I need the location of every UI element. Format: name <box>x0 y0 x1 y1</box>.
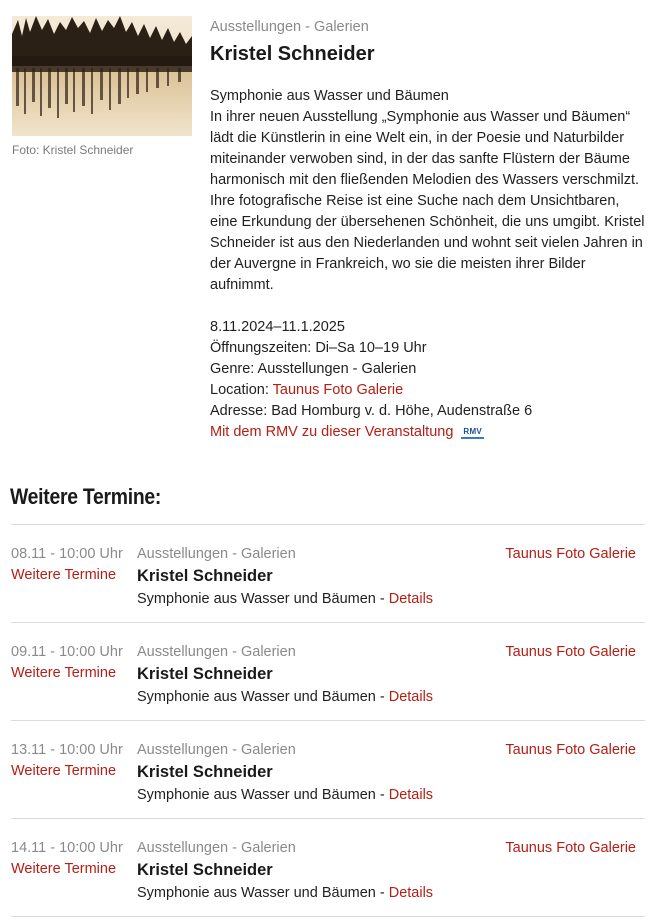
term-datetime: 14.11 - 10:00 Uhr <box>11 840 123 856</box>
term-subtitle-text: Symphonie aus Wasser und Bäumen - <box>137 591 389 607</box>
photo-caption: Foto: Kristel Schneider <box>12 143 134 157</box>
list-item <box>11 525 645 623</box>
more-dates-link[interactable]: Weitere Termine <box>11 567 117 583</box>
term-location-link[interactable]: Taunus Foto Galerie <box>505 644 636 660</box>
more-dates-link[interactable]: Weitere Termine <box>11 665 117 681</box>
more-dates-list <box>11 524 645 917</box>
more-dates-link[interactable]: Weitere Termine <box>11 861 117 877</box>
location-label: Location: <box>210 382 273 398</box>
term-datetime: 13.11 - 10:00 Uhr <box>11 742 123 758</box>
term-subtitle-text: Symphonie aus Wasser und Bäumen - <box>137 689 389 705</box>
term-title[interactable]: Kristel Schneider <box>137 567 273 585</box>
rmv-row <box>210 422 650 443</box>
details-link[interactable]: Details <box>388 787 434 803</box>
rmv-logo-icon[interactable]: RMV <box>461 426 484 439</box>
event-photo-block <box>12 16 192 157</box>
more-dates-heading: Weitere Termine: <box>10 484 162 509</box>
term-location-link[interactable]: Taunus Foto Galerie <box>505 546 636 562</box>
term-title[interactable]: Kristel Schneider <box>137 763 273 781</box>
event-photo[interactable] <box>12 16 192 136</box>
term-subtitle-text: Symphonie aus Wasser und Bäumen - <box>137 885 389 901</box>
event-subtitle: Symphonie aus Wasser und Bäumen <box>210 88 449 104</box>
term-subtitle <box>137 787 433 803</box>
event-address: Adresse: Bad Homburg v. d. Höhe, Audenstraße 6 <box>210 403 533 419</box>
term-category: Ausstellungen - Galerien <box>137 840 296 856</box>
term-datetime: 08.11 - 10:00 Uhr <box>11 546 123 562</box>
term-subtitle <box>137 885 433 901</box>
term-subtitle-text: Symphonie aus Wasser und Bäumen - <box>137 787 389 803</box>
term-subtitle <box>137 689 433 705</box>
details-link[interactable]: Details <box>388 885 434 901</box>
term-category: Ausstellungen - Galerien <box>137 644 296 660</box>
event-info <box>210 17 650 443</box>
term-title[interactable]: Kristel Schneider <box>137 665 273 683</box>
location-link[interactable]: Taunus Foto Galerie <box>272 382 404 398</box>
event-hours: Öffnungszeiten: Di–Sa 10–19 Uhr <box>210 340 427 356</box>
event-location <box>210 380 650 401</box>
event-description-block <box>210 86 650 296</box>
event-category: Ausstellungen - Galerien <box>210 19 369 35</box>
term-subtitle <box>137 591 433 607</box>
details-link[interactable]: Details <box>388 591 434 607</box>
event-description: In ihrer neuen Ausstellung „Symphonie aus Wasser und Bäumen“ lädt die Künstlerin in eine Welt ein, in der Poesie und Naturbilder miteinander verwoben sind, in der das sanfte Flüstern der Bäume harmonisch mit den fließenden Melodien des Wassers verschmilzt. Ihre fotografische Reise ist eine Suche nach dem Unsichtbaren, eine Erkundung der übersehenen Schönheit, die uns umgibt. Kristel Schneider ist aus den Niederlanden und wohnt seit vielen Jahren in der Auvergne in Frankreich, wo sie die meisten ihrer Bilder aufnimmt. <box>210 109 645 293</box>
term-location-link[interactable]: Taunus Foto Galerie <box>505 742 636 758</box>
term-title[interactable]: Kristel Schneider <box>137 861 273 879</box>
event-genre: Genre: Ausstellungen - Galerien <box>210 361 417 377</box>
term-category: Ausstellungen - Galerien <box>137 742 296 758</box>
term-location-link[interactable]: Taunus Foto Galerie <box>505 840 636 856</box>
term-category: Ausstellungen - Galerien <box>137 546 296 562</box>
list-item <box>11 623 645 721</box>
details-link[interactable]: Details <box>388 689 434 705</box>
list-item <box>11 819 645 917</box>
list-item <box>11 721 645 819</box>
rmv-link[interactable]: Mit dem RMV zu dieser Veranstaltung <box>210 424 454 440</box>
event-title: Kristel Schneider <box>210 43 375 65</box>
event-dates: 8.11.2024–11.1.2025 <box>210 319 345 335</box>
more-dates-link[interactable]: Weitere Termine <box>11 763 117 779</box>
term-datetime: 09.11 - 10:00 Uhr <box>11 644 123 660</box>
event-facts <box>210 317 650 443</box>
